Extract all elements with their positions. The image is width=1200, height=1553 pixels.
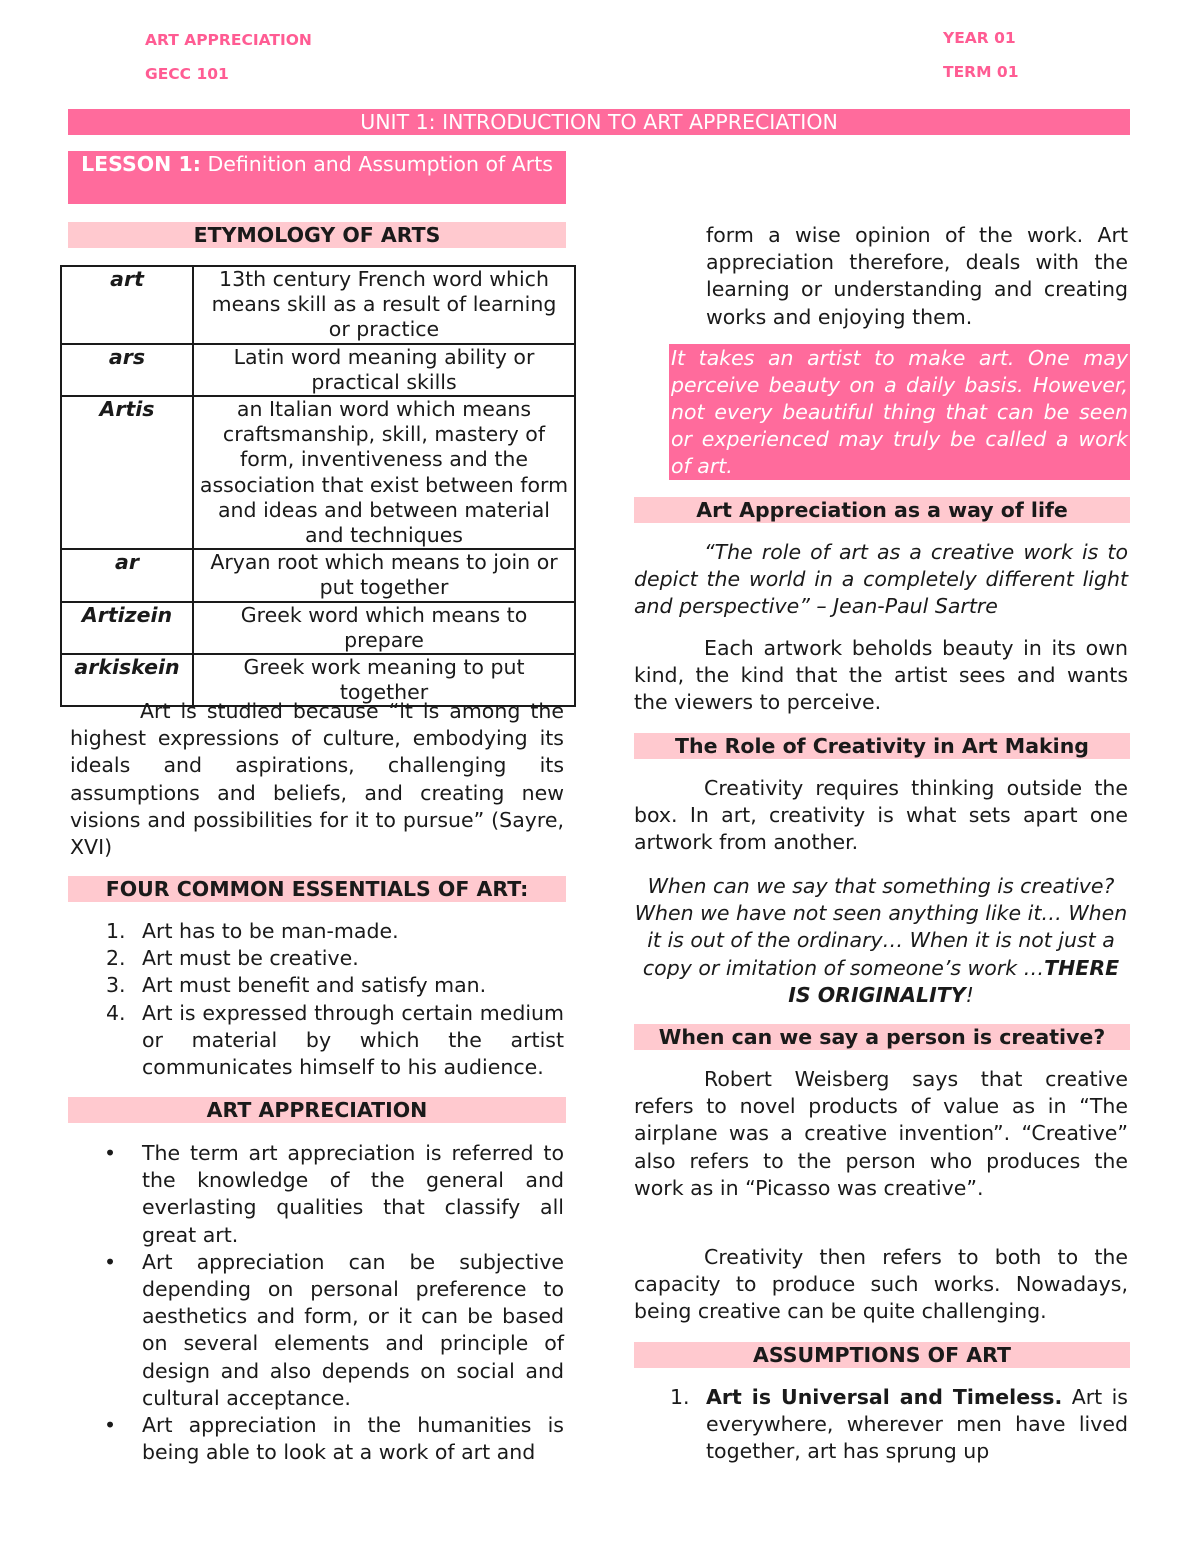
essentials-heading: FOUR COMMON ESSENTIALS OF ART: bbox=[68, 876, 566, 902]
originality-quote: When can we say that something is creative? When we have not seen anything like it… When it is out of the ordinary… When it is not just a copy or imitation of someone’s work …THERE IS ORIGINALITY! bbox=[634, 874, 1128, 1007]
definition-cell: an Italian word which means craftsmanship, skill, mastery of form, inventiveness and the association that exist between form and ideas and between material and techniques bbox=[193, 396, 575, 549]
way-of-life-heading: Art Appreciation as a way of life bbox=[634, 497, 1130, 523]
etymology-table bbox=[60, 265, 576, 707]
table-row bbox=[61, 602, 575, 654]
list-item: 1. Art is Universal and Timeless. Art is everywhere, wherever men have lived together, art has sprung up bbox=[670, 1385, 1128, 1464]
term-cell: ars bbox=[61, 344, 193, 396]
list-item: • The term art appreciation is referred to the knowledge of the general and everlasting qualities that classify all great art. bbox=[104, 1141, 564, 1247]
bullet-icon: • bbox=[104, 1413, 117, 1438]
bullet-icon: • bbox=[104, 1141, 117, 1165]
list-item: • Art appreciation can be subjective depending on personal preference to aesthetics and form, or it can be based on several elements and principle of design and also depends on social and cultural acceptance. bbox=[104, 1249, 564, 1410]
lesson-title-box bbox=[68, 151, 566, 204]
term-label: TERM 01 bbox=[943, 63, 1019, 81]
unit-title: UNIT 1: INTRODUCTION TO ART APPRECIATION bbox=[68, 109, 1130, 135]
assumption-title: Art is Universal and Timeless. bbox=[706, 1385, 1063, 1409]
sartre-quote: “The role of art as a creative work is to depict the world in a completely different light and perspective” – Jean-Paul Sartre bbox=[634, 540, 1128, 619]
way-of-life-paragraph: Each artwork beholds beauty in its own kind, the kind that the artist sees and wants the viewers to perceive. bbox=[634, 636, 1128, 715]
course-code: GECC 101 bbox=[145, 65, 229, 83]
list-item: 3. Art must benefit and satisfy man. bbox=[106, 973, 487, 998]
table-row bbox=[61, 396, 575, 549]
creativity-paragraph: Creativity requires thinking outside the box. In art, creativity is what sets apart one artwork from another. bbox=[634, 776, 1128, 855]
assumptions-heading: ASSUMPTIONS OF ART bbox=[634, 1342, 1130, 1368]
definition-cell: Aryan root which means to join or put together bbox=[193, 549, 575, 601]
bullet-icon: • bbox=[104, 1249, 117, 1274]
list-item: 1. Art has to be man-made. bbox=[106, 919, 399, 943]
definition-cell: Greek word which means to prepare bbox=[193, 602, 575, 654]
year-label: YEAR 01 bbox=[943, 29, 1016, 47]
course-title: ART APPRECIATION bbox=[145, 31, 312, 49]
paragraph-text: Art is studied because “it is among the highest expressions of culture, embodying its ideals and aspirations, challenging its assumptions and beliefs, and creating new visions and possibilities for it to pursue” (Sayre, XVI) bbox=[70, 699, 564, 860]
list-item: 4. Art is expressed through certain medium or material by which the artist communicates himself to his audience. bbox=[106, 1000, 564, 1080]
lesson-label: LESSON 1: bbox=[81, 152, 201, 176]
table-row bbox=[61, 266, 575, 344]
definition-cell: 13th century French word which means skill as a result of learning or practice bbox=[193, 266, 575, 344]
lesson-title: Definition and Assumption of Arts bbox=[207, 152, 553, 176]
art-appreciation-continuation: form a wise opinion of the work. Art appreciation therefore, deals with the learning or understanding and creating works and enjoying them. bbox=[706, 223, 1128, 329]
art-appreciation-heading: ART APPRECIATION bbox=[68, 1097, 566, 1123]
essentials-list bbox=[70, 918, 564, 1081]
creative-person-heading: When can we say a person is creative? bbox=[634, 1024, 1130, 1050]
term-cell: arkiskein bbox=[61, 654, 193, 706]
term-cell: Artis bbox=[61, 396, 193, 549]
originality-emphasis: THERE IS ORIGINALITY bbox=[788, 955, 1120, 1007]
creativity-role-heading: The Role of Creativity in Art Making bbox=[634, 733, 1130, 759]
art-appreciation-list bbox=[70, 1140, 564, 1466]
creativity-capacity-paragraph: Creativity then refers to both to the capacity to produce such works. Nowadays, being creative can be quite challenging. bbox=[634, 1245, 1128, 1324]
term-cell: Artizein bbox=[61, 602, 193, 654]
list-item: 2. Art must be creative. bbox=[106, 946, 359, 971]
definition-cell: Greek work meaning to put together bbox=[193, 654, 575, 706]
definition-cell: Latin word meaning ability or practical skills bbox=[193, 344, 575, 396]
table-row bbox=[61, 549, 575, 601]
etymology-heading: ETYMOLOGY OF ARTS bbox=[68, 222, 566, 248]
term-cell: ar bbox=[61, 549, 193, 601]
term-cell: art bbox=[61, 266, 193, 344]
table-row bbox=[61, 344, 575, 396]
etymology-paragraph bbox=[70, 698, 564, 861]
assumptions-list bbox=[634, 1384, 1128, 1466]
weisberg-paragraph: Robert Weisberg says that creative refers to novel products of value as in “The airplane was a creative invention”. “Creative” also refers to the person who produces the work as in “Picasso was creative”. bbox=[634, 1067, 1128, 1200]
list-item: • Art appreciation in the humanities is being able to look at a work of art and bbox=[104, 1413, 564, 1465]
highlight-quote: It takes an artist to make art. One may perceive beauty on a daily basis. However, not every beautiful thing that can be seen or experienced may truly be called a work of art. bbox=[671, 346, 1128, 478]
